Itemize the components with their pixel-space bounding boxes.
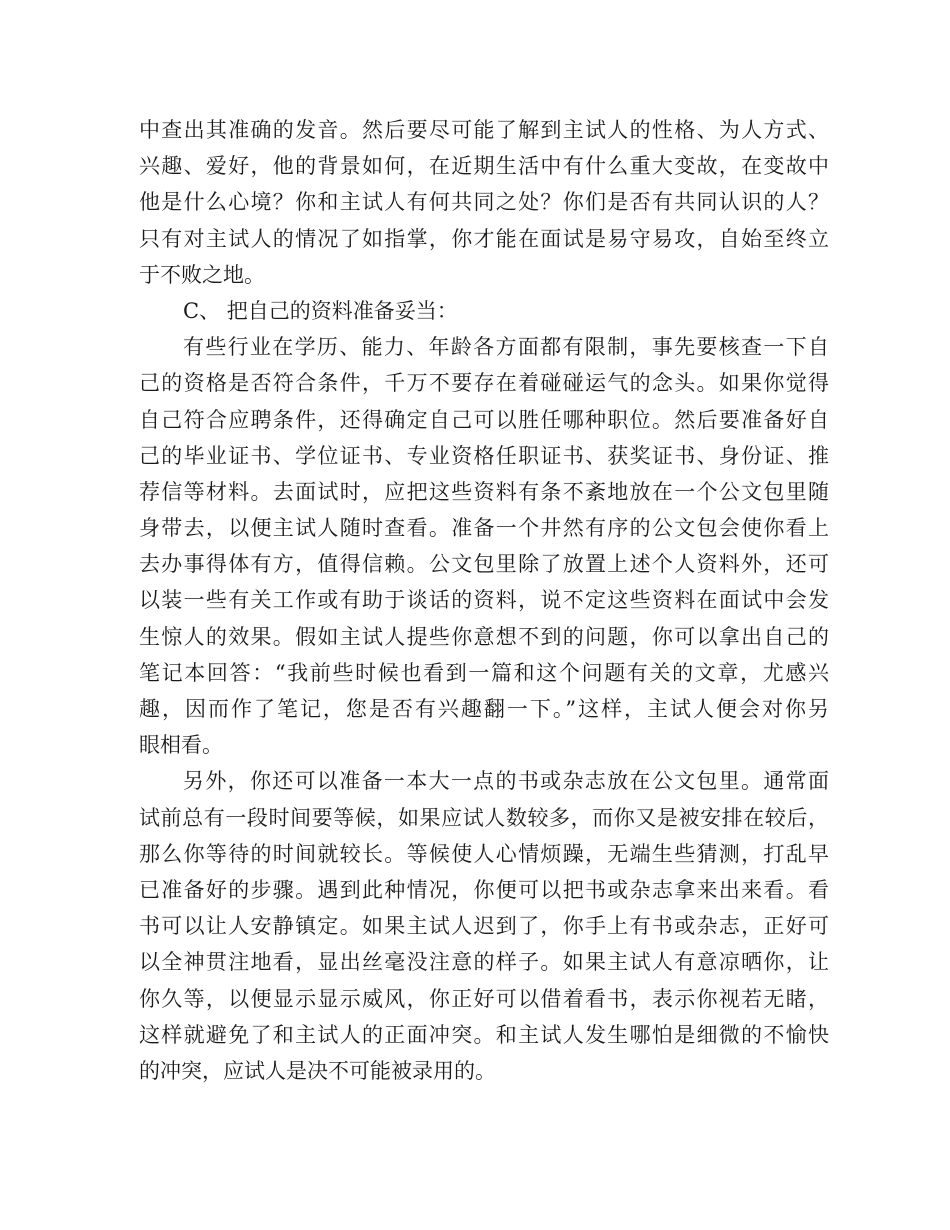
paragraph-first-line: 另外，你还可以准备一本大一点的书或杂志放在公文包里。通常面: [183, 769, 829, 794]
text-line: 趣，因而作了笔记，您是否有兴趣翻一下。”这样，主试人便会对你另: [139, 697, 829, 721]
section-heading: C、 把自己的资料准备妥当：: [183, 298, 458, 323]
text-line: 眼相看。: [139, 733, 223, 758]
text-line: 以装一些有关工作或有助于谈话的资料，说不定这些资料在面试中会发: [139, 588, 829, 613]
text-line: 以全神贯注地看，显出丝毫没注意的样子。如果主试人有意凉晒你，让: [139, 950, 829, 975]
text-line: 兴趣、爱好，他的背景如何，在近期生活中有什么重大变故，在变故中: [139, 154, 829, 179]
text-line: 己的毕业证书、学位证书、专业资格任职证书、获奖证书、身份证、推: [139, 443, 829, 468]
text-line: 自己符合应聘条件，还得确定自己可以胜任哪种职位。然后要准备好自: [139, 407, 829, 432]
text-line: 已准备好的步骤。遇到此种情况，你便可以把书或杂志拿来出来看。看: [139, 877, 829, 902]
text-line: 你久等，以便显示显示威风，你正好可以借着看书，表示你视若无睹，: [139, 986, 829, 1011]
text-line: 荐信等材料。去面试时，应把这些资料有条不紊地放在一个公文包里随: [139, 479, 829, 504]
text-line: 书可以让人安静镇定。如果主试人迟到了，你手上有书或杂志，正好可: [139, 914, 829, 939]
text-line: 他是什么心境？你和主试人有何共同之处？你们是否有共同认识的人？: [139, 190, 829, 215]
text-line: 己的资格是否符合条件，千万不要存在着碰碰运气的念头。如果你觉得: [139, 371, 829, 396]
text-line: 试前总有一段时间要等候，如果应试人数较多，而你又是被安排在较后，: [139, 805, 829, 830]
text-line: 身带去，以便主试人随时查看。准备一个井然有序的公文包会使你看上: [139, 516, 829, 541]
text-line: 的冲突，应试人是决不可能被录用的。: [139, 1058, 496, 1083]
text-line: 笔记本回答：“我前些时候也看到一篇和这个问题有关的文章，尤感兴: [139, 660, 829, 685]
text-line: 只有对主试人的情况了如指掌，你才能在面试是易守易攻，自始至终立: [139, 226, 829, 251]
text-line: 生惊人的效果。假如主试人提些你意想不到的问题，你可以拿出自己的: [139, 624, 829, 649]
paragraph-first-line: 有些行业在学历、能力、年龄各方面都有限制，事先要核查一下自: [183, 335, 829, 360]
text-line: 去办事得体有方，值得信赖。公文包里除了放置上述个人资料外，还可: [139, 552, 829, 577]
text-line: 于不败之地。: [139, 262, 265, 287]
text-line: 那么你等待的时间就较长。等候使人心情烦躁，无端生些猜测，打乱早: [139, 841, 829, 866]
text-line: 这样就避免了和主试人的正面冲突。和主试人发生哪怕是细微的不愉快: [139, 1022, 829, 1047]
text-line: 中查出其准确的发音。然后要尽可能了解到主试人的性格、为人方式、: [139, 118, 829, 142]
document-body: [139, 112, 829, 1089]
